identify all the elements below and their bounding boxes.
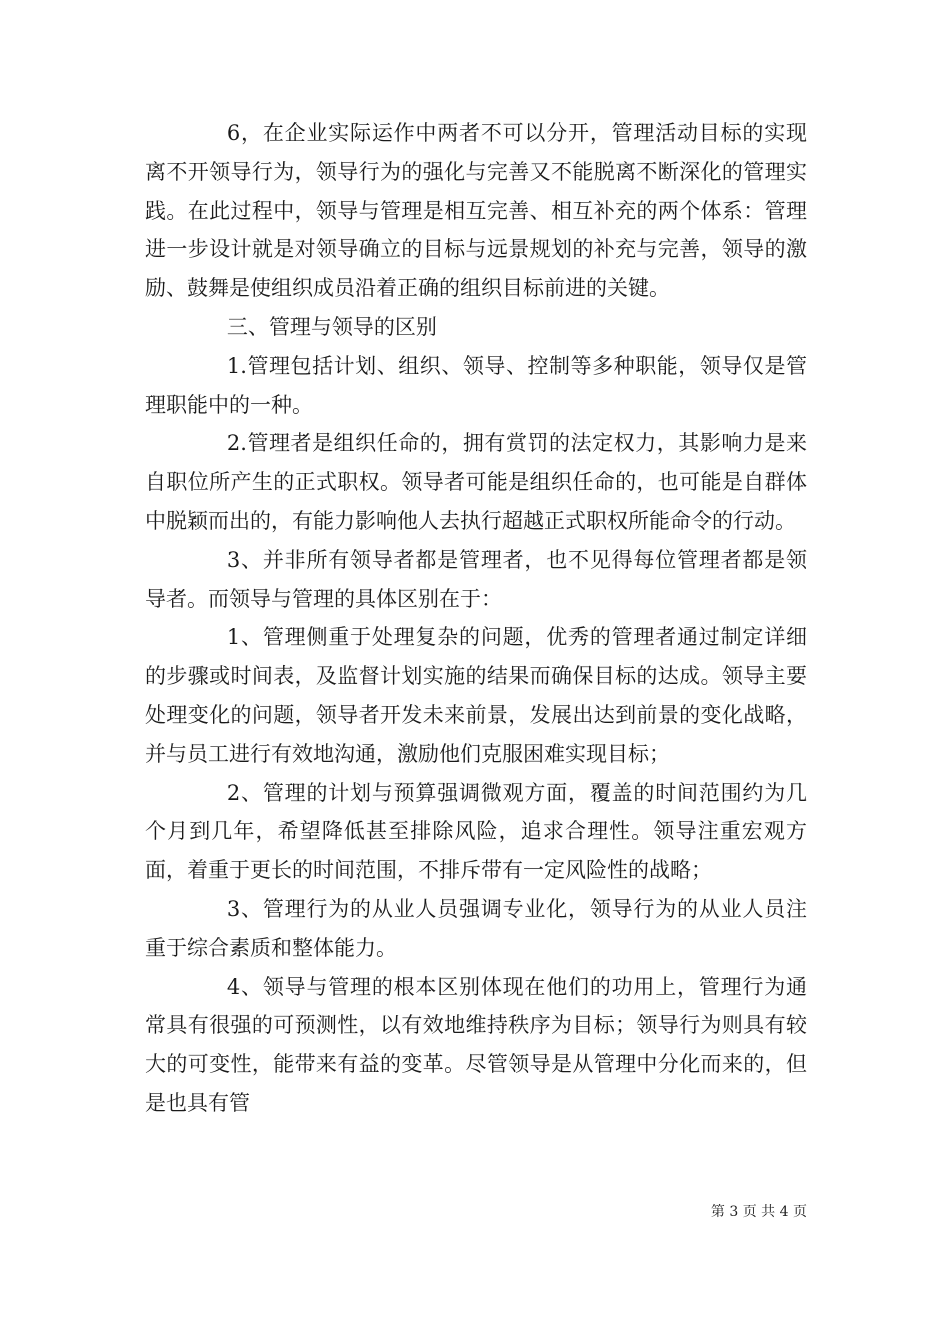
paragraph-point-2: 2、管理的计划与预算强调微观方面，覆盖的时间范围约为几个月到几年，希望降低甚至排除风险，追求合理性。领导注重宏观方面，着重于更长的时间范围，不排斥带有一定风险性的战略； xyxy=(145,780,807,883)
section-heading: 三、管理与领导的区别 xyxy=(226,314,437,339)
paragraph-diff-3: 3、并非所有领导者都是管理者，也不见得每位管理者都是领导者。而领导与管理的具体区别在于： xyxy=(145,547,807,611)
page-number: 第 3 页 共 4 页 xyxy=(710,1204,807,1220)
paragraph-diff-1: 1.管理包括计划、组织、领导、控制等多种职能，领导仅是管理职能中的一种。 xyxy=(145,353,807,417)
paragraph-diff-2: 2.管理者是组织任命的，拥有赏罚的法定权力，其影响力是来自职位所产生的正式职权。领导者可能是组织任命的，也可能是自群体中脱颖而出的，有能力影响他人去执行超越正式职权所能命令的行动。 xyxy=(145,431,807,533)
document-body xyxy=(145,114,807,1123)
paragraph-6: 6，在企业实际运作中两者不可以分开，管理活动目标的实现离不开领导行为，领导行为的强化与完善又不能脱离不断深化的管理实践。在此过程中，领导与管理是相互完善、相互补充的两个体系：管理进一步设计就是对领导确立的目标与远景规划的补充与完善，领导的激励、鼓舞是使组织成员沿着正确的组织目标前进的关键。 xyxy=(145,121,807,301)
paragraph-point-1: 1、管理侧重于处理复杂的问题，优秀的管理者通过制定详细的步骤或时间表，及监督计划实施的结果而确保目标的达成。领导主要处理变化的问题，领导者开发未来前景，发展出达到前景的变化战略，并与员工进行有效地沟通，激励他们克服困难实现目标； xyxy=(145,625,807,766)
paragraph-point-3: 3、管理行为的从业人员强调专业化，领导行为的从业人员注重于综合素质和整体能力。 xyxy=(145,896,807,960)
paragraph-point-4: 4、领导与管理的根本区别体现在他们的功用上，管理行为通常具有很强的可预测性，以有效地维持秩序为目标；领导行为则具有较大的可变性，能带来有益的变革。尽管领导是从管理中分化而来的，但是也具有管 xyxy=(145,974,807,1115)
